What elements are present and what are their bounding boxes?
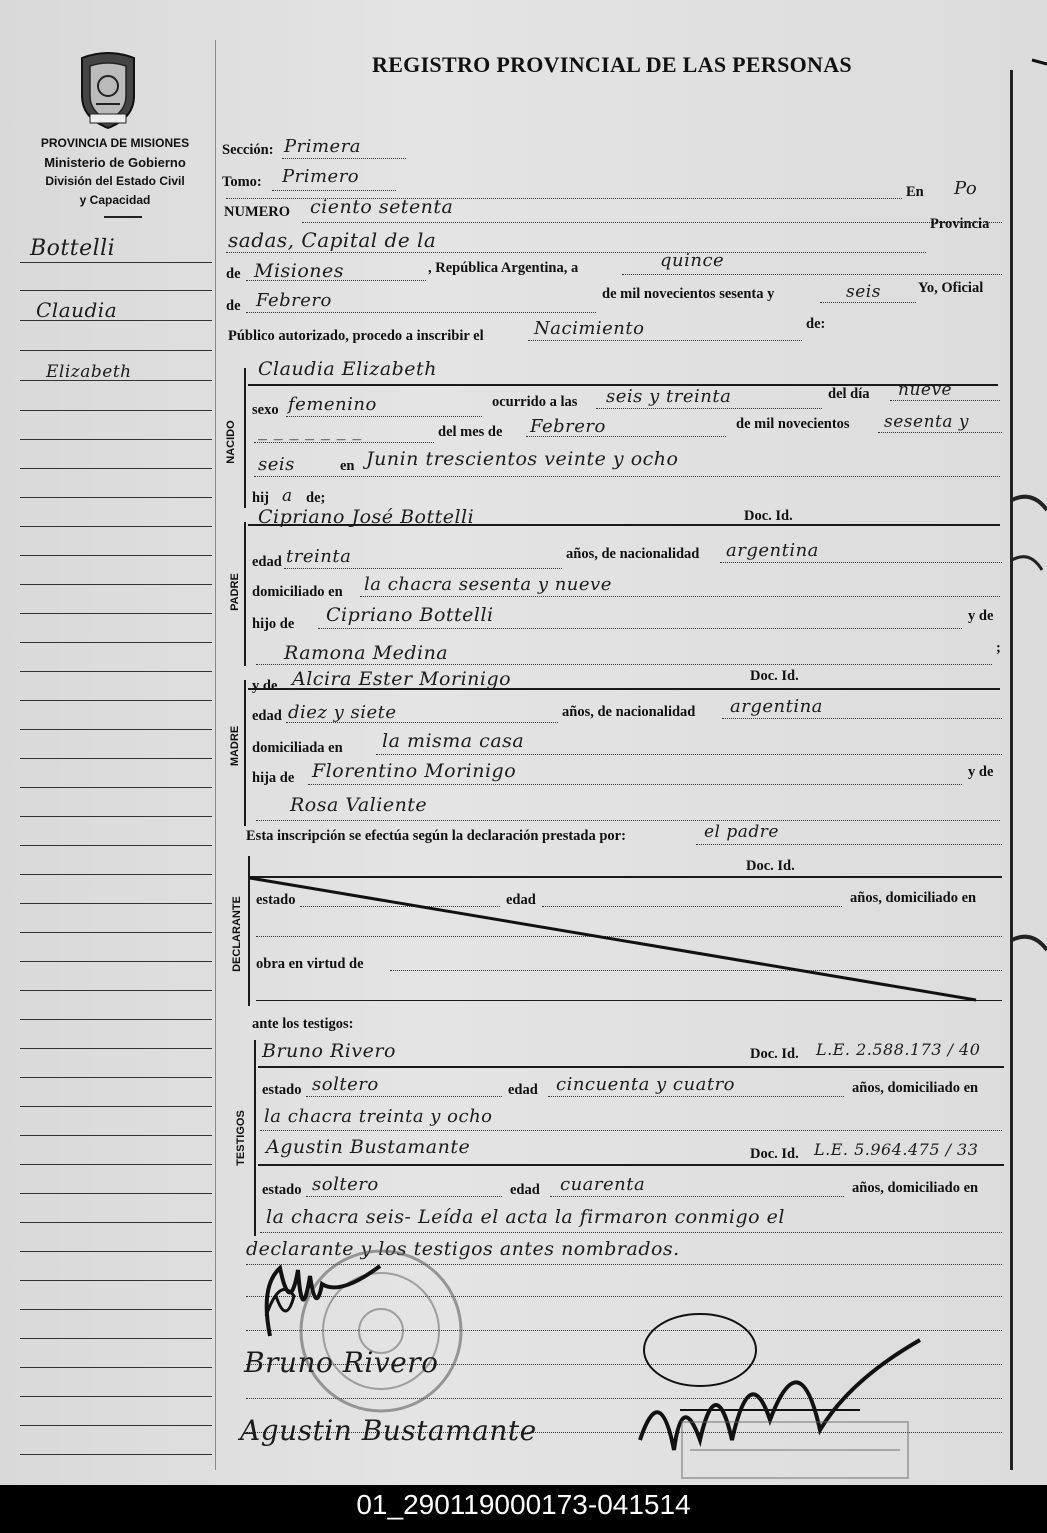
margin-rule-line bbox=[20, 990, 212, 991]
dash-line bbox=[254, 442, 434, 443]
margin-rule-line bbox=[20, 1164, 212, 1165]
testigo1-estado-label: estado bbox=[262, 1082, 302, 1098]
margin-rule-line bbox=[20, 932, 212, 933]
madre-hija-value: Florentino Morinigo bbox=[312, 760, 517, 782]
padre-dom-label: domiciliado en bbox=[252, 584, 343, 600]
signature-bruno-rivero: Bruno Rivero bbox=[244, 1346, 439, 1379]
margin-rule-line bbox=[20, 468, 212, 469]
madre-nac-line bbox=[722, 718, 1002, 719]
madre-dom-value: la misma casa bbox=[382, 730, 525, 752]
margin-middle-name: Elizabeth bbox=[46, 362, 132, 382]
sexo-line bbox=[286, 416, 482, 417]
image-id-caption: 01_290119000173-041514 bbox=[356, 1489, 691, 1520]
sexo-value: femenino bbox=[288, 394, 377, 415]
margin-rule-line bbox=[20, 845, 212, 846]
padre-semicolon: ; bbox=[996, 640, 1001, 656]
testigo1-anios-label: años, domiciliado en bbox=[852, 1080, 979, 1096]
margin-rule-line bbox=[20, 816, 212, 817]
testigo1-doc-label: Doc. Id. bbox=[750, 1046, 799, 1062]
del-dia-label: del día bbox=[828, 386, 870, 402]
testigo1-name: Bruno Rivero bbox=[262, 1040, 396, 1062]
tomo-value: Primero bbox=[282, 166, 360, 187]
declarante-doc-label: Doc. Id. bbox=[746, 858, 795, 874]
month-line bbox=[246, 312, 596, 313]
city-line bbox=[226, 252, 926, 253]
margin-rule-line bbox=[20, 262, 212, 263]
header-divider bbox=[104, 216, 142, 218]
footer-bar bbox=[0, 1485, 1047, 1533]
madre-dom-label: domiciliada en bbox=[252, 740, 343, 756]
margin-rule-line bbox=[20, 700, 212, 701]
hij-label: hij bbox=[252, 490, 269, 506]
ante-testigos-label: ante los testigos: bbox=[252, 1016, 354, 1032]
madre-name-line bbox=[248, 688, 1000, 690]
margin-rule-line bbox=[20, 1019, 212, 1020]
padre-dom-value: la chacra sesenta y nueve bbox=[364, 574, 612, 595]
lugar-line bbox=[254, 476, 1000, 477]
margin-rule-line bbox=[20, 1367, 212, 1368]
day-line bbox=[622, 274, 1002, 275]
margin-separator bbox=[215, 40, 216, 1470]
padre-bracket bbox=[244, 522, 246, 666]
org-division: División del Estado Civil bbox=[45, 174, 185, 188]
testigos-section-label: TESTIGOS bbox=[235, 1110, 247, 1166]
anio-value2: seis bbox=[258, 454, 295, 475]
org-capacidad: y Capacidad bbox=[79, 193, 151, 207]
padre-edad-line bbox=[284, 568, 562, 569]
padre-doc-label: Doc. Id. bbox=[744, 508, 793, 524]
year-value: seis bbox=[846, 282, 881, 302]
margin-rule-line bbox=[20, 1222, 212, 1223]
margin-rule-line bbox=[20, 642, 212, 643]
margin-rule-line bbox=[20, 410, 212, 411]
dia-line bbox=[890, 400, 1000, 401]
margin-surname: Bottelli bbox=[30, 236, 116, 261]
margin-rule-line bbox=[20, 1454, 212, 1455]
numero-label: NUMERO bbox=[224, 204, 291, 220]
margin-rule-line bbox=[20, 613, 212, 614]
nacido-section-label: NACIDO bbox=[225, 420, 237, 464]
nacido-bracket bbox=[244, 368, 246, 508]
padre-madre-name: Ramona Medina bbox=[284, 642, 449, 664]
padre-nac-line bbox=[720, 562, 1002, 563]
testigo2-name-line bbox=[258, 1164, 1004, 1166]
margin-rule-line bbox=[20, 874, 212, 875]
tomo-line bbox=[272, 190, 396, 191]
testigo2-estado-value: soltero bbox=[312, 1174, 379, 1195]
en-label: En bbox=[906, 184, 924, 200]
numero-line bbox=[302, 222, 1002, 223]
testigo1-doc-value: L.E. 2.588.173 / 40 bbox=[816, 1040, 981, 1059]
seccion-label: Sección: bbox=[222, 142, 274, 158]
padre-nac-label: años, de nacionalidad bbox=[566, 546, 700, 562]
declarante-obra-label: obra en virtud de bbox=[256, 956, 364, 972]
hij-value: a bbox=[282, 486, 293, 506]
en-value: Po bbox=[954, 178, 978, 199]
testigo2-edad-value: cuarenta bbox=[560, 1174, 646, 1195]
margin-rule-line bbox=[20, 1106, 212, 1107]
testigo1-name-line bbox=[258, 1066, 1004, 1068]
mes-label: del mes de bbox=[438, 424, 503, 440]
act-type-value: Nacimiento bbox=[534, 318, 645, 339]
testigo2-estado-label: estado bbox=[262, 1182, 302, 1198]
province-value: Misiones bbox=[254, 260, 345, 282]
city-value: sadas, Capital de la bbox=[228, 228, 437, 252]
closing-line-1-rule bbox=[260, 1232, 1002, 1233]
padre-edad-value: treinta bbox=[286, 546, 352, 567]
hora-value: seis y treinta bbox=[606, 386, 732, 407]
margin-rule-line bbox=[20, 320, 212, 321]
month-value: Febrero bbox=[256, 290, 332, 311]
testigo1-edad-line bbox=[548, 1096, 844, 1097]
margin-rule-line bbox=[20, 787, 212, 788]
hij-de-label: de; bbox=[306, 490, 326, 506]
org-header bbox=[10, 134, 220, 210]
margin-first-name: Claudia bbox=[36, 298, 118, 322]
provincial-crest-logo bbox=[76, 52, 140, 132]
madre-doc-label: Doc. Id. bbox=[750, 668, 799, 684]
testigo2-name: Agustin Bustamante bbox=[266, 1136, 471, 1158]
dash-value: _ _ _ _ _ _ _ bbox=[258, 420, 362, 441]
testigo2-edad-line bbox=[550, 1196, 844, 1197]
ocurrido-label: ocurrido a las bbox=[492, 394, 578, 410]
act-line bbox=[528, 340, 802, 341]
testigo1-dom-line bbox=[260, 1130, 1002, 1131]
padre-name-line bbox=[248, 524, 1000, 526]
declaracion-line bbox=[696, 844, 1002, 845]
binding-edge-marks bbox=[1012, 40, 1047, 1480]
padre-section-label: PADRE bbox=[229, 573, 241, 611]
margin-rule-line bbox=[20, 1425, 212, 1426]
margin-rule-line bbox=[20, 1048, 212, 1049]
mil-label: de mil novecientos bbox=[736, 416, 850, 432]
margin-rule-line bbox=[20, 1338, 212, 1339]
margin-rule-line bbox=[20, 290, 212, 291]
testigo2-doc-label: Doc. Id. bbox=[750, 1146, 799, 1162]
declarante-edad-label: edad bbox=[506, 892, 536, 908]
testigo1-edad-label: edad bbox=[508, 1082, 538, 1098]
mes-value: Febrero bbox=[530, 416, 606, 437]
padre-hijo-line bbox=[318, 628, 962, 629]
padre-dom-line bbox=[360, 596, 1000, 597]
lugar-value: Junin trescientos veinte y ocho bbox=[366, 448, 679, 470]
madre-edad-value: diez y siete bbox=[288, 702, 397, 723]
testigo2-edad-label: edad bbox=[510, 1182, 540, 1198]
anio-line bbox=[878, 432, 1002, 433]
margin-rule-line bbox=[20, 1135, 212, 1136]
madre-edad-label: edad bbox=[252, 708, 282, 724]
yo-label: Yo, Oficial bbox=[918, 280, 984, 296]
padre-edad-label: edad bbox=[252, 554, 282, 570]
madre-section-label: MADRE bbox=[229, 725, 241, 767]
madre-yde-label: y de bbox=[252, 678, 278, 694]
padre-hijo-label: hijo de bbox=[252, 616, 295, 632]
de-month-label: de bbox=[226, 298, 241, 314]
margin-rule-line bbox=[20, 584, 212, 585]
declaracion-value: el padre bbox=[704, 822, 779, 842]
declarante-anios-label: años, domiciliado en bbox=[850, 890, 977, 906]
margin-rule-line bbox=[20, 350, 212, 351]
de-label: de bbox=[226, 266, 241, 282]
margin-rule-line bbox=[20, 1309, 212, 1310]
sexo-label: sexo bbox=[252, 402, 279, 418]
madre-yde2-label: y de bbox=[968, 764, 994, 780]
margin-rule-line bbox=[20, 526, 212, 527]
faded-rectangular-stamp bbox=[680, 1420, 910, 1480]
testigo1-estado-line bbox=[306, 1096, 502, 1097]
org-ministry: Ministerio de Gobierno bbox=[44, 155, 186, 170]
hora-line bbox=[596, 408, 822, 409]
testigos-bracket bbox=[254, 1040, 256, 1236]
declarante-strikethrough-line bbox=[248, 876, 1008, 1006]
de2-label: de: bbox=[806, 316, 826, 332]
margin-rule-line bbox=[20, 729, 212, 730]
margin-rule-line bbox=[20, 555, 212, 556]
declarante-section-label: DECLARANTE bbox=[231, 896, 243, 972]
testigo2-estado-line bbox=[306, 1196, 502, 1197]
padre-hijo-value: Cipriano Bottelli bbox=[326, 604, 494, 626]
padre-madre-line bbox=[256, 664, 992, 665]
declaracion-label: Esta inscripción se efectúa según la declaración prestada por: bbox=[246, 828, 626, 844]
signature-scribble-left bbox=[250, 1256, 400, 1346]
madre-hija-line bbox=[308, 784, 962, 785]
province-line bbox=[246, 280, 426, 281]
provincia-label: Provincia bbox=[930, 216, 990, 232]
margin-rule-line bbox=[20, 1193, 212, 1194]
margin-rule-line bbox=[20, 671, 212, 672]
tomo-label: Tomo: bbox=[222, 174, 262, 190]
year-line bbox=[820, 302, 916, 303]
testigo1-dom-value: la chacra treinta y ocho bbox=[264, 1106, 493, 1127]
madre-nac-label: años, de nacionalidad bbox=[562, 704, 696, 720]
madre-nac-value: argentina bbox=[730, 696, 823, 717]
margin-rule-line bbox=[20, 1396, 212, 1397]
madre-madre-name: Rosa Valiente bbox=[290, 794, 428, 816]
day-value: quince bbox=[660, 250, 725, 271]
margin-rule-line bbox=[20, 1077, 212, 1078]
madre-madre-line bbox=[256, 820, 1000, 821]
numero-value: ciento setenta bbox=[310, 196, 454, 218]
testigo2-doc-value: L.E. 5.964.475 / 33 bbox=[814, 1140, 979, 1159]
declarante-estado-label: estado bbox=[256, 892, 296, 908]
margin-rule-line bbox=[20, 1251, 212, 1252]
org-province: PROVINCIA DE MISIONES bbox=[40, 136, 190, 150]
anio-value: sesenta y bbox=[884, 412, 969, 432]
madre-hija-label: hija de bbox=[252, 770, 295, 786]
margin-rule-line bbox=[20, 903, 212, 904]
nacido-en-label: en bbox=[340, 458, 355, 474]
document-title: REGISTRO PROVINCIAL DE LAS PERSONAS bbox=[372, 52, 852, 77]
margin-rule-line bbox=[20, 758, 212, 759]
padre-name: Cipriano José Bottelli bbox=[258, 506, 475, 528]
closing-line-1: la chacra seis- Leída el acta la firmaron conmigo el bbox=[266, 1206, 785, 1228]
republica-label: , República Argentina, a bbox=[428, 260, 579, 276]
margin-rule-line bbox=[20, 1280, 212, 1281]
signature-agustin-bustamante: Agustin Bustamante bbox=[240, 1414, 537, 1447]
padre-yde-label: y de bbox=[968, 608, 994, 624]
margin-rule-line bbox=[20, 497, 212, 498]
mes-line bbox=[526, 436, 726, 437]
seccion-value: Primera bbox=[284, 136, 362, 157]
testigo1-estado-value: soltero bbox=[312, 1074, 379, 1095]
margin-rule-line bbox=[20, 380, 212, 381]
closing-line-2: declarante y los testigos antes nombrados. bbox=[246, 1238, 680, 1260]
publico-label: Público autorizado, procedo a inscribir el bbox=[228, 328, 484, 344]
nacido-name: Claudia Elizabeth bbox=[258, 358, 437, 380]
madre-dom-line bbox=[376, 754, 1002, 755]
madre-bracket bbox=[244, 680, 246, 826]
dia-value: nueve bbox=[898, 380, 953, 400]
seccion-line bbox=[282, 158, 406, 159]
testigo2-anios-label: años, domiciliado en bbox=[852, 1180, 979, 1196]
madre-name: Alcira Ester Morinigo bbox=[292, 668, 512, 690]
madre-edad-line bbox=[286, 722, 558, 723]
padre-nac-value: argentina bbox=[726, 540, 819, 561]
testigo1-edad-value: cincuenta y cuatro bbox=[556, 1074, 736, 1095]
year-label: de mil novecientos sesenta y bbox=[602, 286, 775, 302]
margin-rule-line bbox=[20, 439, 212, 440]
margin-rule-line bbox=[20, 961, 212, 962]
